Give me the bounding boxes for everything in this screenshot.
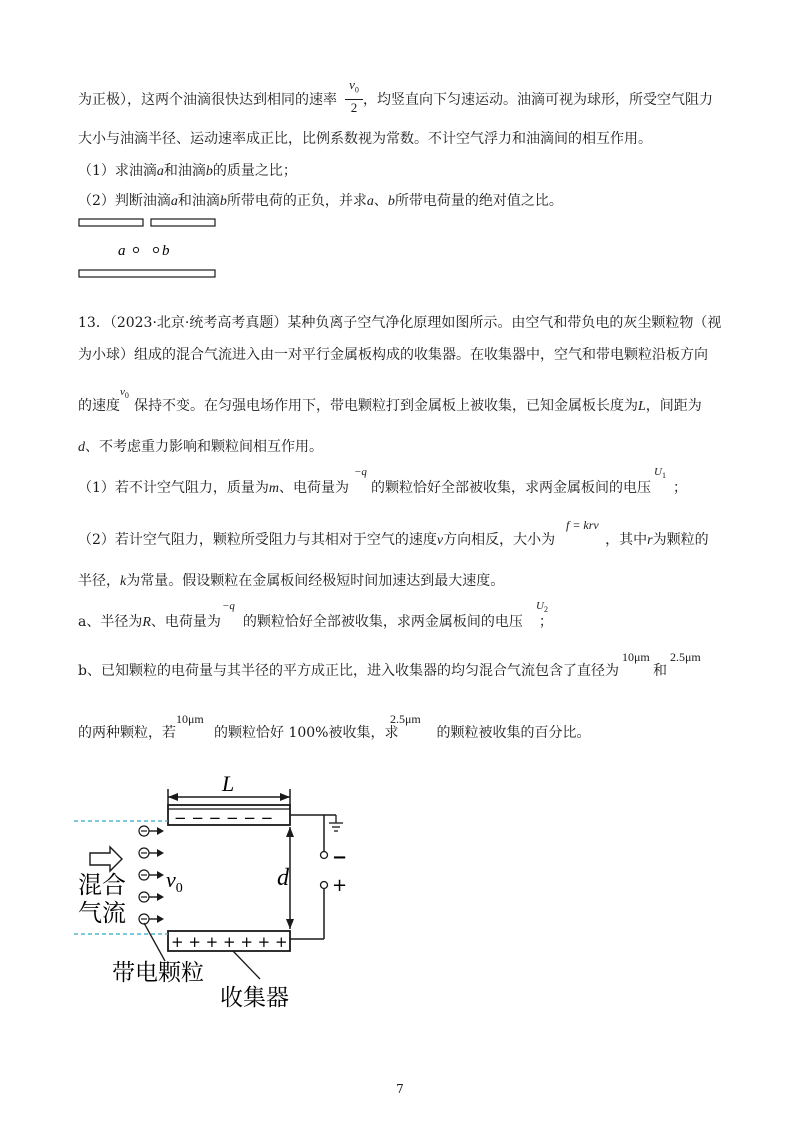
particle-leader-line — [144, 923, 165, 961]
q13-part-a: a、半径为R、电荷量为 的颗粒恰好全部被收集，求两金属板间的电压 ； — [78, 614, 553, 630]
negative-charges: − − − − − − — [174, 809, 274, 827]
q13-line-1: 13．（2023·北京·统考高考真题）某种负离子空气净化原理如图所示。由空气和带负电的灰尘颗粒物（视 — [78, 315, 722, 331]
terminal-positive-sign: + — [332, 875, 348, 896]
positive-charges: + + + + + + + — [171, 933, 288, 951]
q12-line-2: 大小与油滴半径、运动速率成正比，比例系数视为常数。不计空气浮力和油滴间的相互作用。 — [78, 131, 652, 147]
length-arrow-left-head — [168, 793, 178, 801]
terminal-positive — [321, 882, 328, 889]
terminal-negative — [321, 852, 328, 859]
flow-direction-arrow-icon — [90, 847, 122, 871]
collector-leader-line — [233, 951, 260, 979]
upper-plate-left — [79, 219, 143, 226]
terminal-negative-sign: − — [332, 847, 348, 868]
q13-pb-line2-d2: 2.5μm — [390, 712, 421, 726]
q13-pa-charge: −q — [222, 600, 235, 612]
particle-row-2 — [139, 848, 164, 858]
drop-a — [133, 247, 138, 252]
q13-pb-d1: 10μm — [622, 650, 650, 664]
q12-line-1: 为正极），这两个油滴很快达到相同的速率 ，均竖直向下匀速运动。油滴可视为球形，所受空气阻力 — [78, 92, 713, 108]
q13-drag-formula: f = krv — [566, 518, 599, 532]
q13-U1-symbol: $U_1$ — [654, 466, 666, 481]
q13-line-3: 的速度 保持不变。在匀强电场作用下，带电颗粒打到金属板上被收集，已知金属板长度为L，间距为 — [78, 398, 702, 414]
drop-b-label: b — [162, 243, 170, 259]
particle-row-3 — [139, 870, 164, 880]
q13-line-2: 为小球）组成的混合气流进入由一对平行金属板构成的收集器。在收集器中，空气和带电颗粒沿板方向 — [78, 347, 708, 363]
particle-label: 带电颗粒 — [112, 960, 204, 986]
gap-label: d — [277, 865, 289, 891]
particle-row-4 — [139, 892, 164, 902]
drop-a-label: a — [118, 243, 126, 259]
q13-part-2-line-2: 半径，k为常量。假设颗粒在金属板间经极短时间加速达到最大速度。 — [78, 573, 505, 589]
q13-part-b-line-2: 的两种颗粒，若 的颗粒恰好 100%被收集，求 的颗粒被收集的百分比。 — [78, 725, 591, 741]
q13-U2-symbol: $U_2$ — [536, 600, 548, 615]
length-arrow-right-head — [280, 793, 290, 801]
collector-label: 收集器 — [220, 985, 289, 1011]
v0-label: $v_0$ — [166, 867, 183, 896]
q13-part-1: （1）若不计空气阻力，质量为m、电荷量为 的颗粒恰好全部被收集，求两金属板间的电压 ； — [78, 480, 688, 496]
particle-row-5 — [139, 914, 164, 924]
length-label: L — [222, 771, 235, 796]
q12-fraction-v0-over-2: $v_0$ 2 — [345, 78, 363, 115]
q13-pb-line2-d1: 10μm — [176, 712, 204, 726]
mixed-flow-label-2: 气流 — [78, 899, 126, 927]
gap-arrow-bottom-head — [286, 919, 294, 929]
q13-line-4: d、不考虑重力影响和颗粒间相互作用。 — [78, 439, 323, 455]
q12-part-2: （2）判断油滴a和油滴b所带电荷的正负，并求a、b所带电荷量的绝对值之比。 — [78, 193, 563, 209]
q12-part-1: （1）求油滴a和油滴b的质量之比； — [78, 163, 297, 179]
gap-arrow-top-head — [286, 827, 294, 837]
lower-plate — [79, 270, 215, 277]
q13-part-b-line-1: b、已知颗粒的电荷量与其半径的平方成正比，进入收集器的均匀混合气流包含了直径为 和 — [78, 663, 667, 679]
particle-row-1 — [139, 826, 164, 836]
upper-plate-right — [151, 219, 215, 226]
q13-pb-d2: 2.5μm — [670, 650, 701, 664]
oil-drop-figure — [76, 215, 226, 283]
q13-v0-symbol: $v_0$ — [120, 386, 129, 401]
mixed-flow-label-1: 混合 — [78, 871, 126, 899]
q13-p1-charge: −q — [354, 466, 367, 478]
q13-part-2-line-1: （2）若计空气阻力，颗粒所受阻力与其相对于空气的速度v方向相反，大小为 ，其中r为颗粒的 — [78, 532, 709, 548]
page-number: 7 — [396, 1082, 404, 1096]
collector-figure — [70, 765, 370, 1015]
ground-icon — [329, 815, 343, 831]
drop-b — [153, 247, 158, 252]
